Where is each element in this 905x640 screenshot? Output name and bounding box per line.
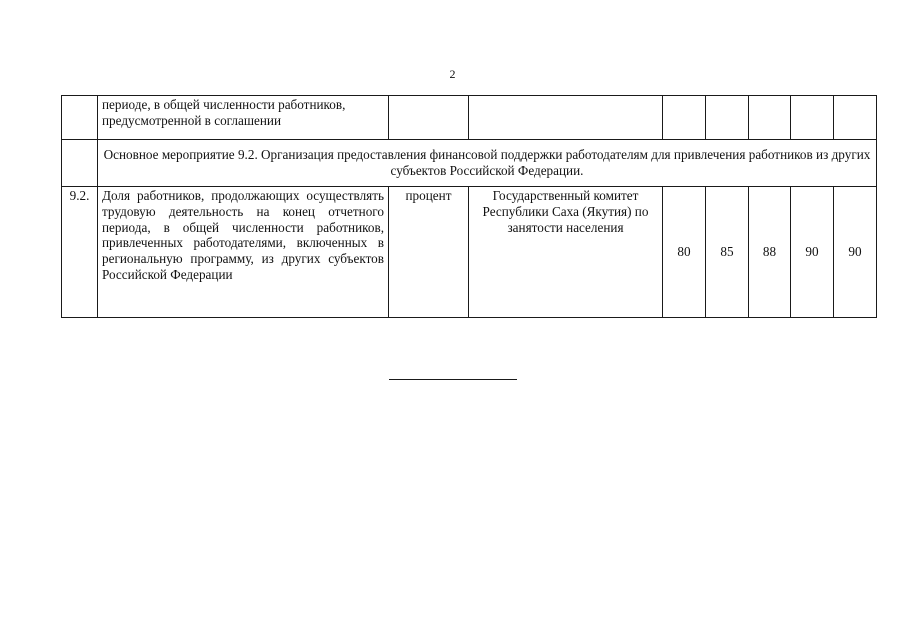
cell-value-empty — [706, 96, 749, 140]
indicators-table — [61, 95, 877, 318]
cell-unit-empty — [389, 96, 469, 140]
cell-number-empty — [62, 140, 98, 187]
cell-value-empty — [663, 96, 706, 140]
cell-value-empty — [834, 96, 877, 140]
cell-value-2: 85 — [706, 187, 749, 318]
cell-value-1: 80 — [663, 187, 706, 318]
end-divider-line — [389, 379, 517, 380]
cell-number-empty — [62, 96, 98, 140]
cell-value-3: 88 — [749, 187, 791, 318]
cell-value-empty — [791, 96, 834, 140]
cell-value-5: 90 — [834, 187, 877, 318]
cell-value-empty — [749, 96, 791, 140]
cell-indicator-continuation: периоде, в общей численности работников, предусмотренной в соглашении — [98, 96, 389, 140]
section-heading: Основное мероприятие 9.2. Организация предоставления финансовой поддержки работодателям для привлечения работников из других субъектов Российской Федерации. — [98, 140, 877, 187]
cell-unit: процент — [389, 187, 469, 318]
table-row-section — [62, 140, 877, 187]
cell-value-4: 90 — [791, 187, 834, 318]
table-row-continuation — [62, 96, 877, 140]
cell-responsible: Государственный комитет Республики Саха (Якутия) по занятости населения — [469, 187, 663, 318]
cell-responsible-empty — [469, 96, 663, 140]
table-row-indicator — [62, 187, 877, 318]
page-number: 2 — [449, 67, 456, 81]
cell-indicator-number: 9.2. — [62, 187, 98, 318]
cell-indicator-name: Доля работников, продолжающих осуществлять трудовую деятельность на конец отчетного периода, в общей численности работников, привлеченных работодателями, включенных в региональную программу, из других субъектов Российской Федерации — [98, 187, 389, 318]
